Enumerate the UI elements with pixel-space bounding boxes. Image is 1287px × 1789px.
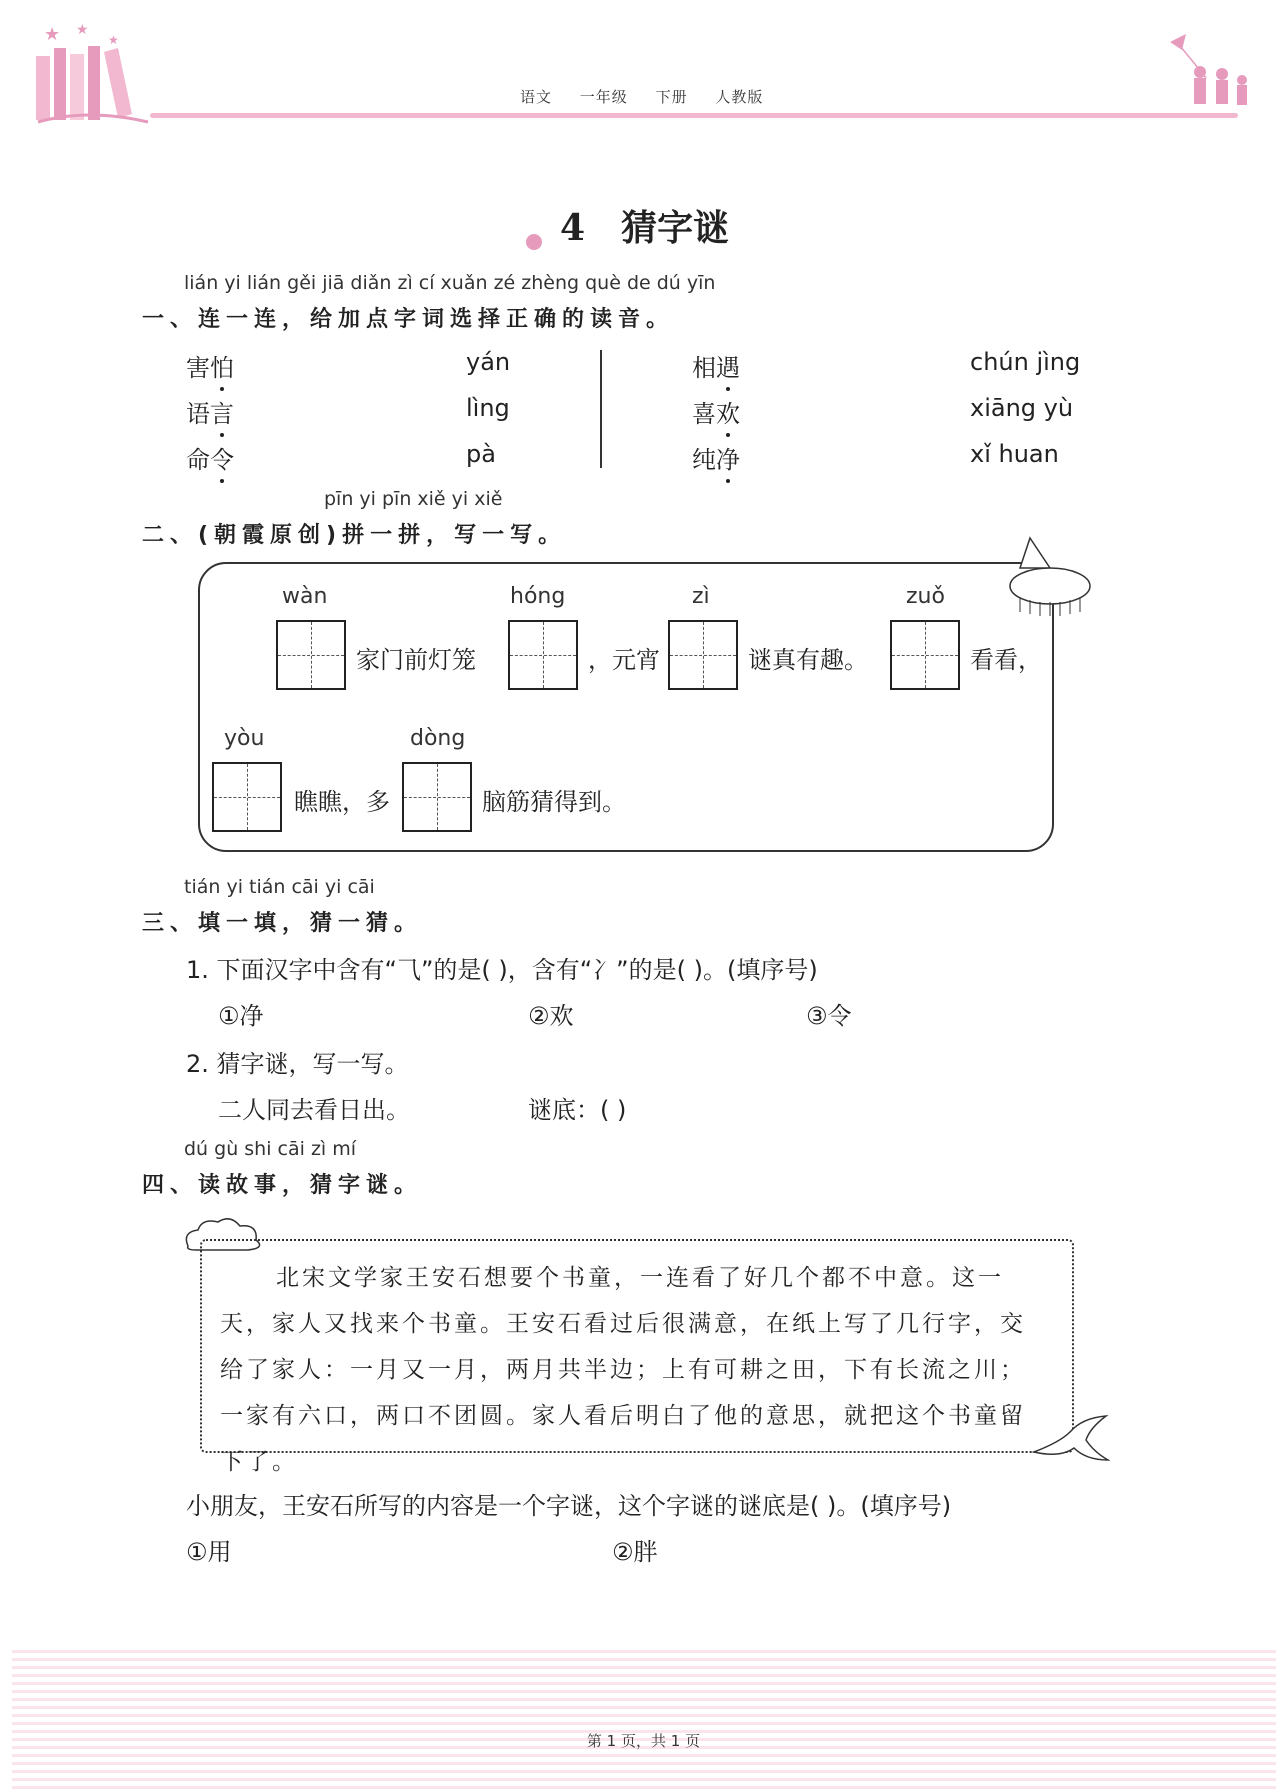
reading-xiangyu[interactable]: xiāng yù (970, 394, 1074, 422)
riddle-text: 二人同去看日出。 (218, 1096, 410, 1124)
text-segment: 看看， (970, 646, 1042, 674)
write-box-hong[interactable] (508, 620, 578, 690)
section4-pinyin: dú gù shi cāi zì mí (184, 1138, 357, 1160)
reading-xihuan[interactable]: xǐ huan (970, 440, 1059, 468)
lesson-number: 4 (560, 207, 586, 249)
write-box-you[interactable] (212, 762, 282, 832)
word-chunjing[interactable]: 纯净 (692, 440, 740, 475)
text-segment: 家门前灯笼 (356, 646, 476, 674)
word-xihuan[interactable]: 喜欢 (692, 394, 740, 429)
section4-heading: 四、读故事，猜字谜。 (142, 1173, 423, 1198)
reading-yan[interactable]: yán (466, 348, 511, 376)
header-meta (520, 86, 785, 107)
write-box-zi[interactable] (668, 620, 738, 690)
page-number: 第 1 页，共 1 页 (586, 1732, 701, 1750)
header-grade: 一年级 (579, 88, 628, 106)
children-kite-decoration (1160, 30, 1260, 120)
text-segment: 谜真有趣。 (748, 646, 868, 674)
text-segment: ，元宵 (588, 646, 660, 674)
option-pang[interactable]: ②胖 (612, 1538, 658, 1566)
title-bullet-icon (524, 232, 544, 252)
footer-band (12, 1650, 1276, 1789)
section2-heading: 二、(朝霞原创)拼一拼，写一写。 (142, 523, 567, 548)
swallow-decoration (1030, 1412, 1110, 1468)
text-segment: 瞧瞧，多 (294, 788, 390, 816)
question-1: 1. 下面汉字中含有“⺄”的是( )，含有“冫”的是( )。(填序号) (186, 956, 818, 984)
option-yong[interactable]: ①用 (186, 1538, 232, 1566)
svg-text:★: ★ (76, 22, 89, 38)
pinyin-zuo: zuǒ (906, 584, 945, 609)
story-text: 北宋文学家王安石想要个书童，一连看了好几个都不中意。这一天，家人又找来个书童。王安石看过后很满意，在纸上写了几行字，交给了家人：一月又一月，两月共半边；上有可耕之田，下有长流之川；一家有六口，两口不团圆。家人看后明白了他的意思，就把这个书童留下了。 (220, 1265, 1026, 1475)
column-divider (600, 350, 602, 468)
riddle-answer-field[interactable]: 谜底：( ) (528, 1096, 627, 1124)
svg-text:★: ★ (44, 24, 61, 45)
header-volume: 下册 (655, 88, 688, 106)
write-box-dong[interactable] (402, 762, 472, 832)
write-box-zuo[interactable] (890, 620, 960, 690)
word-xiangyu[interactable]: 相遇 (692, 348, 740, 383)
question-2: 2. 猜字谜，写一写。 (186, 1050, 409, 1078)
pinyin-wan: wàn (282, 584, 328, 609)
pinyin-you: yòu (224, 726, 265, 751)
svg-text:★: ★ (108, 33, 119, 47)
section1-pinyin: lián yi lián gěi jiā diǎn zì cí xuǎn zé zhèng què de dú yīn (184, 272, 716, 294)
reading-ling[interactable]: lìng (466, 394, 510, 422)
section1-heading: 一、连一连，给加点字词选择正确的读音。 (142, 307, 675, 332)
section2-pinyin: pīn yi pīn xiě yi xiě (324, 488, 503, 510)
section3-heading: 三、填一填，猜一猜。 (142, 911, 423, 936)
lesson-title: 猜字谜 (621, 207, 730, 249)
word-mingling[interactable]: 命令 (186, 440, 234, 475)
pinyin-dong: dòng (410, 726, 466, 751)
option-3[interactable]: ③令 (806, 1002, 852, 1030)
page-title (560, 200, 729, 251)
pinyin-zi: zì (692, 584, 710, 609)
reading-chunjing[interactable]: chún jìng (970, 348, 1081, 376)
lantern-decoration (1000, 528, 1110, 628)
books-decoration (28, 18, 158, 128)
pinyin-hong: hóng (510, 584, 566, 609)
word-haipa[interactable]: 害怕 (186, 348, 234, 383)
reading-pa[interactable]: pà (466, 440, 496, 468)
text-segment: 脑筋猜得到。 (482, 788, 626, 816)
word-yuyan[interactable]: 语言 (186, 394, 234, 429)
header-rule (150, 113, 1238, 118)
option-2[interactable]: ②欢 (528, 1002, 574, 1030)
header-edition: 人教版 (715, 88, 764, 106)
write-box-wan[interactable] (276, 620, 346, 690)
header-subject: 语文 (520, 88, 553, 106)
option-1[interactable]: ①净 (218, 1002, 264, 1030)
section3-pinyin: tián yi tián cāi yi cāi (184, 876, 375, 898)
section4-question: 小朋友，王安石所写的内容是一个字谜，这个字谜的谜底是( )。(填序号) (186, 1492, 952, 1520)
